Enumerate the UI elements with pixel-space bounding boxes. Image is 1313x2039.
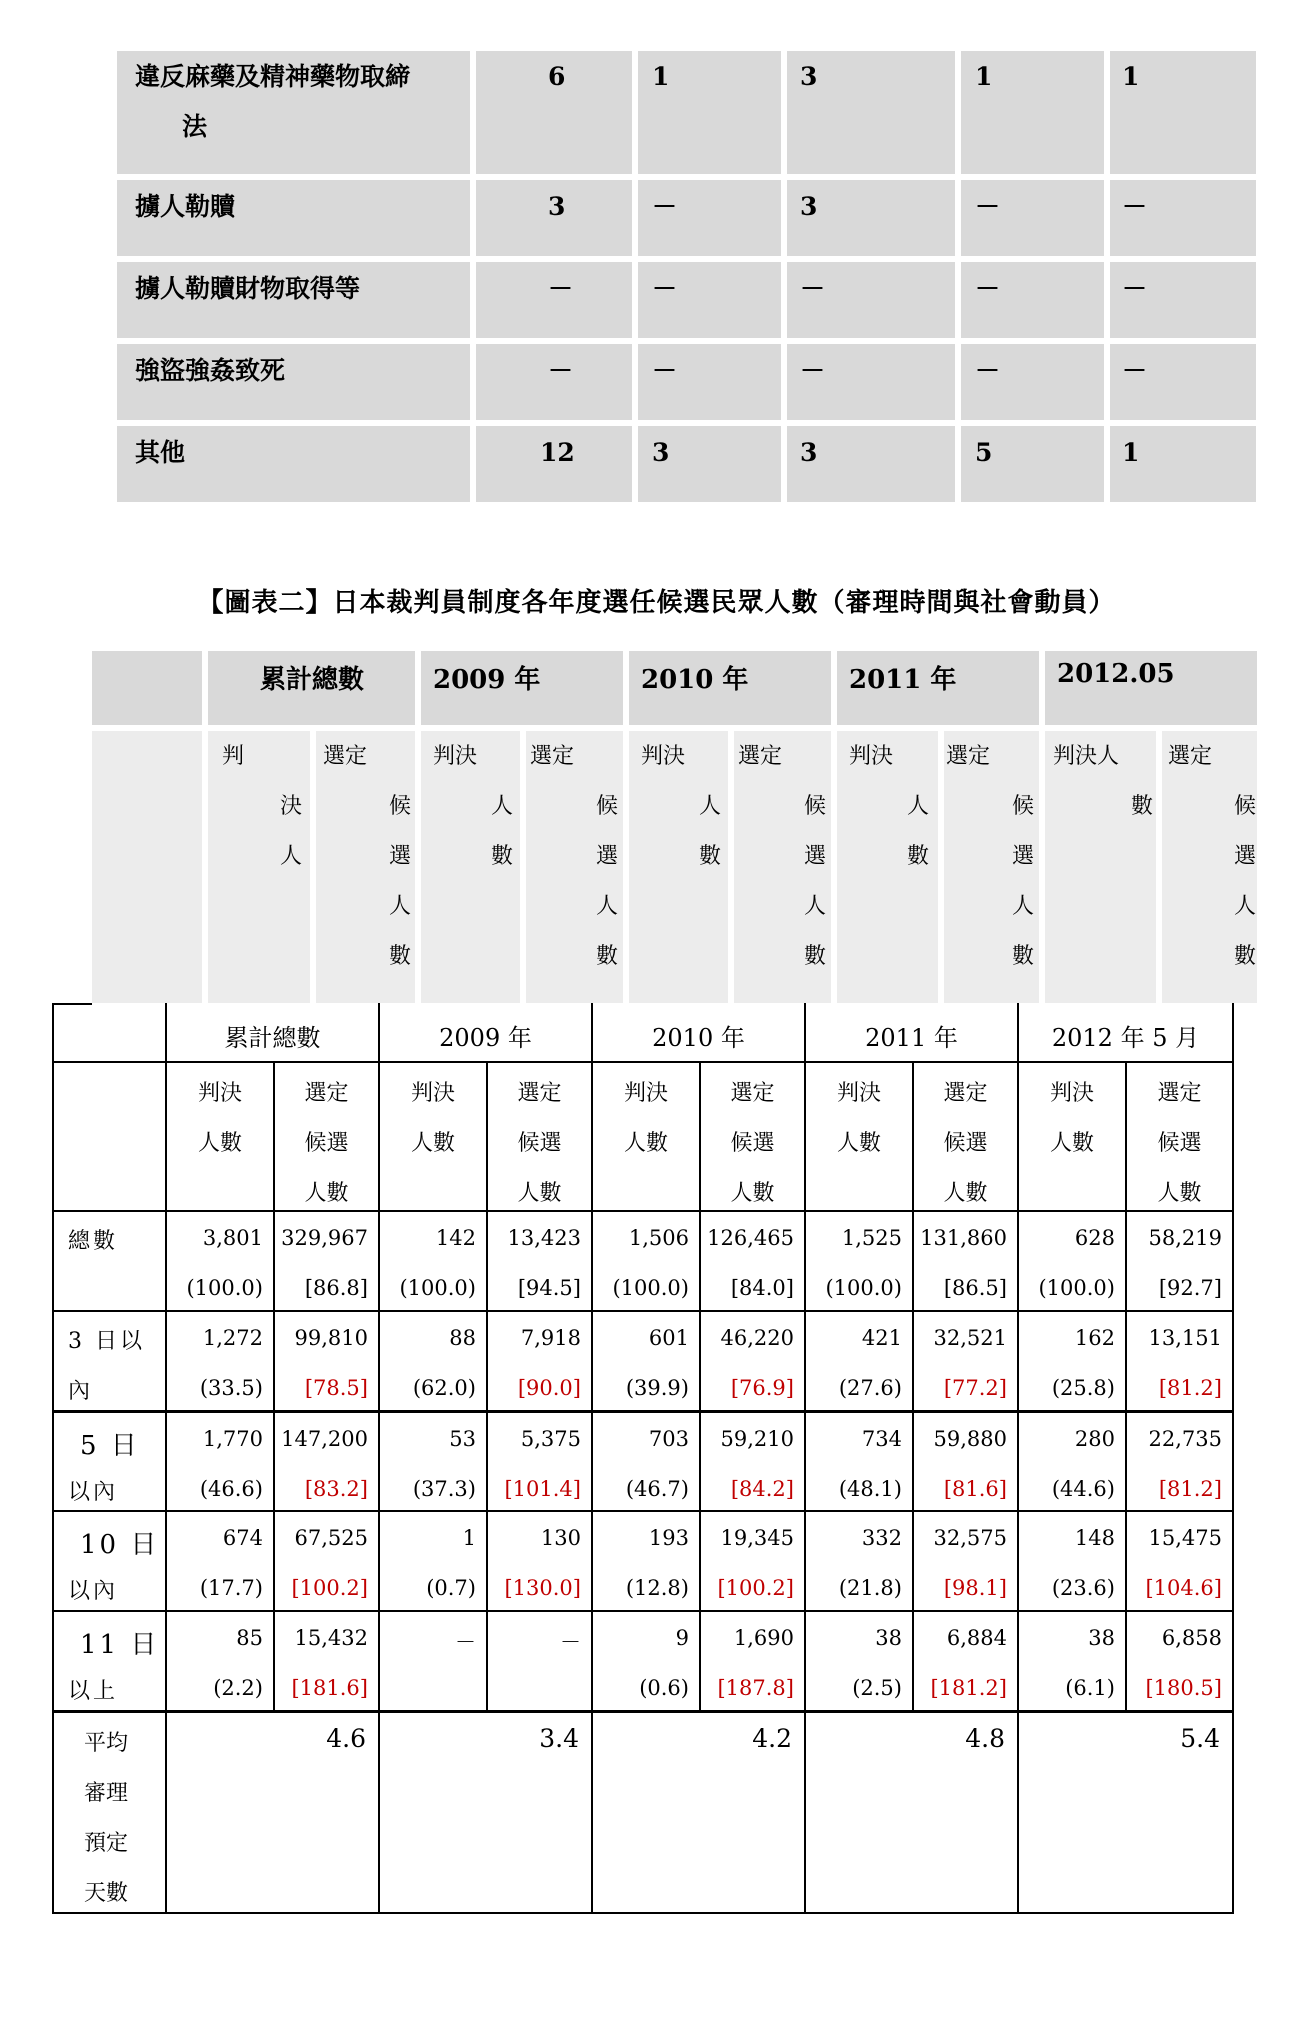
sub-header-text: 候選 (730, 1131, 775, 1156)
table-cell: [101.4] (504, 1477, 581, 1501)
sub-header-text: 判決 (197, 1081, 242, 1106)
sub-header-text: 人數 (623, 1131, 668, 1156)
column-header: 2011 年 (849, 665, 957, 695)
table-cell: [77.2] (943, 1376, 1007, 1400)
table-cell: (100.0) (612, 1276, 689, 1300)
table-cell: 148 (1074, 1526, 1115, 1550)
table-cell: (100.0) (825, 1276, 902, 1300)
sub-header-text: 候選 (517, 1131, 562, 1156)
table-cell: 280 (1074, 1427, 1115, 1451)
table-cell: 126,465 (707, 1226, 794, 1250)
table-cell: [180.5] (1145, 1676, 1222, 1700)
table-cell: [92.7] (1158, 1276, 1222, 1300)
table-cell: [181.6] (291, 1676, 368, 1700)
table-cell: 59,210 (720, 1427, 794, 1451)
row-label: 擄人勒贖財物取得等 (135, 274, 361, 303)
table-cell: (33.5) (199, 1376, 263, 1400)
sub-header-judgment: 判決 人 數 (641, 744, 721, 869)
table-cell: 142 (435, 1226, 476, 1250)
row-label: 以上 (68, 1679, 119, 1704)
table-cell: (23.6) (1051, 1576, 1115, 1600)
table-cell: 162 (1074, 1326, 1115, 1350)
table-cell: 53 (449, 1427, 476, 1451)
table-value: － (548, 274, 574, 303)
row-label: 以內 (68, 1480, 119, 1505)
column-header: 2011 年 (865, 1024, 958, 1052)
column-header: 2010 年 (641, 665, 749, 695)
table-cell: (39.9) (625, 1376, 689, 1400)
table-value: － (1122, 192, 1148, 221)
table-cell: 130 (540, 1526, 581, 1550)
sub-header-text: 人數 (517, 1181, 562, 1206)
table-cell: [98.1] (943, 1576, 1007, 1600)
table-cell: 13,151 (1148, 1326, 1222, 1350)
table-cell: － (455, 1630, 476, 1654)
sub-header-text: 人數 (1157, 1181, 1202, 1206)
table-cell: (2.2) (213, 1676, 263, 1700)
row-label: 總數 (68, 1229, 119, 1254)
table-cell: [86.5] (943, 1276, 1007, 1300)
table-cell: 5,375 (520, 1427, 581, 1451)
table-cell: (0.7) (426, 1576, 476, 1600)
table-cell: 38 (1088, 1626, 1115, 1650)
column-header: 2012.05 (1057, 659, 1175, 689)
sub-header-text: 選定 (517, 1081, 562, 1106)
sub-header-text: 判決 (410, 1081, 455, 1106)
table-cell: 628 (1074, 1226, 1115, 1250)
avg-label: 平均 (84, 1731, 129, 1756)
sub-header-text: 選定 (304, 1081, 349, 1106)
table-cell: 88 (449, 1326, 476, 1350)
sub-header-judgment: 判決 人 數 (849, 744, 929, 869)
table-value: － (975, 356, 1001, 385)
table-cell: 703 (648, 1427, 689, 1451)
row-label: 違反麻藥及精神藥物取締 (135, 62, 411, 91)
avg-value: 4.8 (965, 1724, 1005, 1753)
table-value: － (800, 356, 826, 385)
table-cell: 22,735 (1148, 1427, 1222, 1451)
table-value: 1 (1122, 62, 1140, 91)
sub-header-text: 人數 (197, 1131, 242, 1156)
table-cell: 1,525 (841, 1226, 902, 1250)
table-cell: 38 (875, 1626, 902, 1650)
sub-header-candidates: 選定 候 選 人 數 (530, 744, 618, 969)
table-cell: (0.6) (639, 1676, 689, 1700)
table-cell: 1 (462, 1526, 476, 1550)
table-cell: 7,918 (520, 1326, 581, 1350)
row-label: 10 日 (80, 1530, 160, 1560)
table-cell: (62.0) (412, 1376, 476, 1400)
table-cell: 332 (861, 1526, 902, 1550)
table-cell: 6,884 (946, 1626, 1007, 1650)
table-cell: 32,575 (933, 1526, 1007, 1550)
table-value: 12 (540, 438, 575, 467)
table-cell: 3,801 (202, 1226, 263, 1250)
table-value: － (548, 356, 574, 385)
table-cell: 329,967 (281, 1226, 368, 1250)
row-label: 擄人勒贖 (135, 192, 236, 221)
table-cell: (21.8) (838, 1576, 902, 1600)
table-cell: 1,690 (733, 1626, 794, 1650)
table-cell: 99,810 (294, 1326, 368, 1350)
table-cell: [90.0] (517, 1376, 581, 1400)
table-cell: 147,200 (281, 1427, 368, 1451)
table-cell: 9 (675, 1626, 689, 1650)
table-cell: (17.7) (199, 1576, 263, 1600)
sub-header-text: 人數 (836, 1131, 881, 1156)
table-cell: 601 (648, 1326, 689, 1350)
table-cell: (2.5) (852, 1676, 902, 1700)
table-value: － (1122, 274, 1148, 303)
row-label: 法 (182, 112, 208, 141)
table-cell: 32,521 (933, 1326, 1007, 1350)
table-cell: 19,345 (720, 1526, 794, 1550)
table-cell: 13,423 (507, 1226, 581, 1250)
sub-header-text: 候選 (304, 1131, 349, 1156)
table-cell: (12.8) (625, 1576, 689, 1600)
avg-label: 天數 (84, 1881, 129, 1906)
avg-label: 審理 (84, 1781, 129, 1806)
table-cell: 193 (648, 1526, 689, 1550)
sub-header-text: 判決 (623, 1081, 668, 1106)
table-cell: 6,858 (1161, 1626, 1222, 1650)
sub-header-text: 判決 (836, 1081, 881, 1106)
table-cell: (6.1) (1065, 1676, 1115, 1700)
table-cell: 85 (236, 1626, 263, 1650)
sub-header-candidates: 選定 候 選 人 數 (946, 744, 1034, 969)
sub-header-text: 候選 (1157, 1131, 1202, 1156)
table-cell: [81.2] (1158, 1376, 1222, 1400)
table-value: 6 (548, 62, 566, 91)
table-cell: [84.0] (730, 1276, 794, 1300)
table-value: 3 (800, 438, 818, 467)
row-label: 其他 (135, 438, 186, 467)
sub-header-candidates: 選定 候 選 人 數 (1168, 744, 1256, 969)
avg-value: 4.6 (326, 1724, 366, 1753)
table-value: － (652, 274, 678, 303)
sub-header-text: 選定 (1157, 1081, 1202, 1106)
sub-header-text: 人數 (410, 1131, 455, 1156)
avg-value: 5.4 (1180, 1724, 1220, 1753)
sub-header-judgment: 判決 人 數 (433, 744, 513, 869)
table-cell: [76.9] (730, 1376, 794, 1400)
table-cell: [104.6] (1145, 1576, 1222, 1600)
column-header: 累計總數 (260, 665, 365, 695)
table-cell: 15,475 (1148, 1526, 1222, 1550)
table-value: － (800, 274, 826, 303)
table-cell: 67,525 (294, 1526, 368, 1550)
table-value: 1 (652, 62, 670, 91)
table-cell: 131,860 (920, 1226, 1007, 1250)
table-value: 3 (652, 438, 670, 467)
table-cell: [130.0] (504, 1576, 581, 1600)
table-cell: (48.1) (838, 1477, 902, 1501)
table-cell: (100.0) (186, 1276, 263, 1300)
table-cell: 1,272 (202, 1326, 263, 1350)
sub-header-judgment: 判決人 數 (1053, 744, 1153, 819)
table-cell: (37.3) (412, 1477, 476, 1501)
sub-header-text: 判決 (1049, 1081, 1094, 1106)
avg-value: 4.2 (752, 1724, 792, 1753)
table-cell: [81.6] (943, 1477, 1007, 1501)
sub-header-text: 選定 (943, 1081, 988, 1106)
table-cell: 674 (222, 1526, 263, 1550)
table-cell: 734 (861, 1427, 902, 1451)
column-header: 2009 年 (433, 665, 541, 695)
figure-caption: 【圖表二】日本裁判員制度各年度選任候選民眾人數（審理時間與社會動員） (197, 588, 1116, 618)
table-cell: [100.2] (291, 1576, 368, 1600)
table-cell: 59,880 (933, 1427, 1007, 1451)
sub-header-judgment: 判 決 人 (222, 744, 302, 869)
column-header: 2009 年 (439, 1024, 532, 1052)
table-value: 1 (1122, 438, 1140, 467)
sub-header-text: 人數 (304, 1181, 349, 1206)
table-cell: [81.2] (1158, 1477, 1222, 1501)
table-cell: － (560, 1630, 581, 1654)
table-cell: (100.0) (1038, 1276, 1115, 1300)
table-cell: [187.8] (717, 1676, 794, 1700)
row-label: 5 日 (80, 1431, 140, 1461)
avg-value: 3.4 (539, 1724, 579, 1753)
table-cell: (25.8) (1051, 1376, 1115, 1400)
table-cell: 58,219 (1148, 1226, 1222, 1250)
table-cell: [100.2] (717, 1576, 794, 1600)
table-cell: [78.5] (304, 1376, 368, 1400)
column-header: 2012 年 5 月 (1051, 1024, 1200, 1052)
table-value: － (975, 274, 1001, 303)
table-cell: (46.7) (625, 1477, 689, 1501)
sub-header-text: 選定 (730, 1081, 775, 1106)
row-label: 11 日 (80, 1630, 160, 1660)
table-cell: 421 (861, 1326, 902, 1350)
table-cell: (46.6) (199, 1477, 263, 1501)
table-cell: (44.6) (1051, 1477, 1115, 1501)
table-value: － (652, 356, 678, 385)
table-cell: [94.5] (517, 1276, 581, 1300)
row-label: 3 日以 (68, 1329, 145, 1354)
sub-header-text: 人數 (943, 1181, 988, 1206)
table-cell: [84.2] (730, 1477, 794, 1501)
sub-header-text: 候選 (943, 1131, 988, 1156)
table-cell: (100.0) (399, 1276, 476, 1300)
sub-header-text: 人數 (730, 1181, 775, 1206)
table-cell: 1,506 (628, 1226, 689, 1250)
table-value: － (975, 192, 1001, 221)
sub-header-text: 人數 (1049, 1131, 1094, 1156)
row-label: 強盜強姦致死 (135, 356, 286, 385)
table-value: 1 (975, 62, 993, 91)
row-label: 以內 (68, 1579, 119, 1604)
table-cell: 1,770 (202, 1427, 263, 1451)
table-value: － (1122, 356, 1148, 385)
table-cell: (27.6) (838, 1376, 902, 1400)
table-value: 3 (800, 192, 818, 221)
table-value: 5 (975, 438, 993, 467)
table-cell: [181.2] (930, 1676, 1007, 1700)
column-header: 2010 年 (652, 1024, 745, 1052)
table-value: 3 (548, 192, 566, 221)
column-header: 累計總數 (224, 1024, 321, 1052)
table-cell: 15,432 (294, 1626, 368, 1650)
table-cell: [83.2] (304, 1477, 368, 1501)
sub-header-candidates: 選定 候 選 人 數 (323, 744, 411, 969)
row-label: 內 (68, 1379, 94, 1404)
table-cell: 46,220 (720, 1326, 794, 1350)
table-cell: [86.8] (304, 1276, 368, 1300)
sub-header-candidates: 選定 候 選 人 數 (738, 744, 826, 969)
table-value: 3 (800, 62, 818, 91)
avg-label: 預定 (84, 1831, 129, 1856)
table-value: － (652, 192, 678, 221)
